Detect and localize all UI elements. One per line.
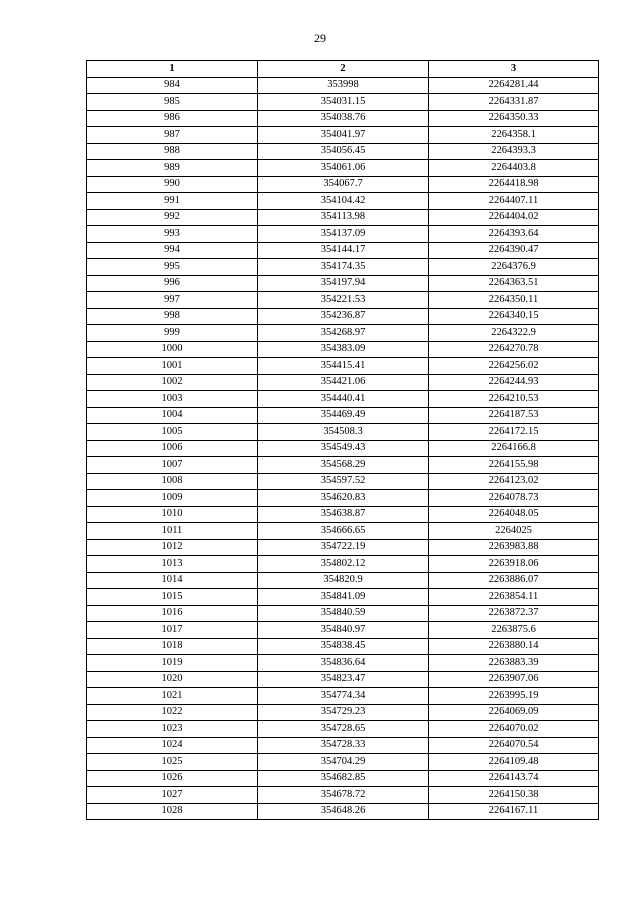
table-row — [87, 803, 599, 820]
table-row — [87, 688, 599, 705]
x-coordinate-cell: 354841.09 — [258, 589, 429, 606]
x-coordinate-cell: 354144.17 — [258, 242, 429, 259]
point-number-cell: 1016 — [87, 605, 258, 622]
y-coordinate-cell: 2264172.15 — [429, 424, 599, 441]
table-row — [87, 341, 599, 358]
x-coordinate-cell: 354568.29 — [258, 457, 429, 474]
x-coordinate-cell: 354041.97 — [258, 127, 429, 144]
x-coordinate-cell: 354774.34 — [258, 688, 429, 705]
point-number-cell: 1028 — [87, 803, 258, 820]
x-coordinate-cell: 354268.97 — [258, 325, 429, 342]
y-coordinate-cell: 2264069.09 — [429, 704, 599, 721]
point-number-cell: 994 — [87, 242, 258, 259]
point-number-cell: 992 — [87, 209, 258, 226]
y-coordinate-cell: 2264350.11 — [429, 292, 599, 309]
table-row — [87, 259, 599, 276]
y-coordinate-cell: 2264070.54 — [429, 737, 599, 754]
y-coordinate-cell: 2264210.53 — [429, 391, 599, 408]
point-number-cell: 1004 — [87, 407, 258, 424]
x-coordinate-cell: 354031.15 — [258, 94, 429, 111]
x-coordinate-cell: 354197.94 — [258, 275, 429, 292]
table-row — [87, 242, 599, 259]
x-coordinate-cell: 354666.65 — [258, 523, 429, 540]
point-number-cell: 997 — [87, 292, 258, 309]
y-coordinate-cell: 2264340.15 — [429, 308, 599, 325]
y-coordinate-cell: 2264155.98 — [429, 457, 599, 474]
point-number-cell: 1015 — [87, 589, 258, 606]
table-row — [87, 721, 599, 738]
point-number-cell: 1021 — [87, 688, 258, 705]
table-row — [87, 391, 599, 408]
table-row — [87, 523, 599, 540]
x-coordinate-cell: 354221.53 — [258, 292, 429, 309]
x-coordinate-cell: 354104.42 — [258, 193, 429, 210]
point-number-cell: 1014 — [87, 572, 258, 589]
point-number-cell: 995 — [87, 259, 258, 276]
point-number-cell: 1002 — [87, 374, 258, 391]
point-number-cell: 987 — [87, 127, 258, 144]
table-row — [87, 506, 599, 523]
point-number-cell: 991 — [87, 193, 258, 210]
column-header-3: 3 — [429, 61, 599, 78]
table-row — [87, 671, 599, 688]
y-coordinate-cell: 2264363.51 — [429, 275, 599, 292]
y-coordinate-cell: 2264070.02 — [429, 721, 599, 738]
x-coordinate-cell: 354802.12 — [258, 556, 429, 573]
point-number-cell: 1010 — [87, 506, 258, 523]
point-number-cell: 985 — [87, 94, 258, 111]
x-coordinate-cell: 354722.19 — [258, 539, 429, 556]
table-row — [87, 754, 599, 771]
y-coordinate-cell: 2263880.14 — [429, 638, 599, 655]
table-row — [87, 374, 599, 391]
x-coordinate-cell: 354508.3 — [258, 424, 429, 441]
point-number-cell: 1020 — [87, 671, 258, 688]
x-coordinate-cell: 354067.7 — [258, 176, 429, 193]
table-row — [87, 589, 599, 606]
x-coordinate-cell: 354469.49 — [258, 407, 429, 424]
x-coordinate-cell: 353998 — [258, 77, 429, 94]
x-coordinate-cell: 354113.98 — [258, 209, 429, 226]
y-coordinate-cell: 2263995.19 — [429, 688, 599, 705]
x-coordinate-cell: 354836.64 — [258, 655, 429, 672]
point-number-cell: 996 — [87, 275, 258, 292]
x-coordinate-cell: 354415.41 — [258, 358, 429, 375]
y-coordinate-cell: 2264123.02 — [429, 473, 599, 490]
table-row — [87, 127, 599, 144]
table-row — [87, 275, 599, 292]
point-number-cell: 989 — [87, 160, 258, 177]
table-row — [87, 94, 599, 111]
table-row — [87, 325, 599, 342]
table-row — [87, 737, 599, 754]
point-number-cell: 1009 — [87, 490, 258, 507]
y-coordinate-cell: 2264404.02 — [429, 209, 599, 226]
x-coordinate-cell: 354678.72 — [258, 787, 429, 804]
y-coordinate-cell: 2263883.39 — [429, 655, 599, 672]
table-row — [87, 176, 599, 193]
y-coordinate-cell: 2264393.3 — [429, 143, 599, 160]
y-coordinate-cell: 2264407.11 — [429, 193, 599, 210]
table-row — [87, 358, 599, 375]
y-coordinate-cell: 2263854.11 — [429, 589, 599, 606]
x-coordinate-cell: 354728.33 — [258, 737, 429, 754]
point-number-cell: 1019 — [87, 655, 258, 672]
table-row — [87, 209, 599, 226]
y-coordinate-cell: 2264078.73 — [429, 490, 599, 507]
table-row — [87, 787, 599, 804]
x-coordinate-cell: 354038.76 — [258, 110, 429, 127]
y-coordinate-cell: 2264244.93 — [429, 374, 599, 391]
table-row — [87, 160, 599, 177]
x-coordinate-cell: 354421.06 — [258, 374, 429, 391]
y-coordinate-cell: 2264376.9 — [429, 259, 599, 276]
x-coordinate-cell: 354620.83 — [258, 490, 429, 507]
table-body — [87, 77, 599, 820]
point-number-cell: 1023 — [87, 721, 258, 738]
point-number-cell: 1013 — [87, 556, 258, 573]
x-coordinate-cell: 354729.23 — [258, 704, 429, 721]
y-coordinate-cell: 2264270.78 — [429, 341, 599, 358]
point-number-cell: 1024 — [87, 737, 258, 754]
point-number-cell: 1026 — [87, 770, 258, 787]
table-row — [87, 473, 599, 490]
x-coordinate-cell: 354840.97 — [258, 622, 429, 639]
column-header-2: 2 — [258, 61, 429, 78]
x-coordinate-cell: 354174.35 — [258, 259, 429, 276]
y-coordinate-cell: 2264403.8 — [429, 160, 599, 177]
x-coordinate-cell: 354682.85 — [258, 770, 429, 787]
table-row — [87, 424, 599, 441]
table-row — [87, 556, 599, 573]
y-coordinate-cell: 2264358.1 — [429, 127, 599, 144]
x-coordinate-cell: 354597.52 — [258, 473, 429, 490]
y-coordinate-cell: 2264331.87 — [429, 94, 599, 111]
table-row — [87, 308, 599, 325]
table-row — [87, 638, 599, 655]
point-number-cell: 1022 — [87, 704, 258, 721]
y-coordinate-cell: 2264150.38 — [429, 787, 599, 804]
x-coordinate-cell: 354728.65 — [258, 721, 429, 738]
point-number-cell: 998 — [87, 308, 258, 325]
y-coordinate-cell: 2264322.9 — [429, 325, 599, 342]
table-row — [87, 539, 599, 556]
x-coordinate-cell: 354704.29 — [258, 754, 429, 771]
table-row — [87, 193, 599, 210]
table-row — [87, 490, 599, 507]
point-number-cell: 1001 — [87, 358, 258, 375]
y-coordinate-cell: 2264393.64 — [429, 226, 599, 243]
point-number-cell: 990 — [87, 176, 258, 193]
x-coordinate-cell: 354056.45 — [258, 143, 429, 160]
y-coordinate-cell: 2264390.47 — [429, 242, 599, 259]
point-number-cell: 986 — [87, 110, 258, 127]
y-coordinate-cell: 2263886.07 — [429, 572, 599, 589]
point-number-cell: 988 — [87, 143, 258, 160]
point-number-cell: 1006 — [87, 440, 258, 457]
y-coordinate-cell: 2264256.02 — [429, 358, 599, 375]
y-coordinate-cell: 2264109.48 — [429, 754, 599, 771]
y-coordinate-cell: 2264187.53 — [429, 407, 599, 424]
y-coordinate-cell: 2264143.74 — [429, 770, 599, 787]
y-coordinate-cell: 2264281.44 — [429, 77, 599, 94]
point-number-cell: 1027 — [87, 787, 258, 804]
y-coordinate-cell: 2263907.06 — [429, 671, 599, 688]
point-number-cell: 993 — [87, 226, 258, 243]
x-coordinate-cell: 354137.09 — [258, 226, 429, 243]
table-row — [87, 407, 599, 424]
point-number-cell: 1008 — [87, 473, 258, 490]
y-coordinate-cell: 2264166.8 — [429, 440, 599, 457]
point-number-cell: 1025 — [87, 754, 258, 771]
point-number-cell: 984 — [87, 77, 258, 94]
table-row — [87, 110, 599, 127]
point-number-cell: 1011 — [87, 523, 258, 540]
table-row — [87, 622, 599, 639]
coordinates-table — [86, 60, 599, 820]
point-number-cell: 1000 — [87, 341, 258, 358]
table-row — [87, 292, 599, 309]
x-coordinate-cell: 354236.87 — [258, 308, 429, 325]
y-coordinate-cell: 2263872.37 — [429, 605, 599, 622]
point-number-cell: 1003 — [87, 391, 258, 408]
point-number-cell: 1005 — [87, 424, 258, 441]
point-number-cell: 1018 — [87, 638, 258, 655]
table-row — [87, 226, 599, 243]
y-coordinate-cell: 2263983.88 — [429, 539, 599, 556]
table-row — [87, 77, 599, 94]
table-row — [87, 457, 599, 474]
table-row — [87, 572, 599, 589]
y-coordinate-cell: 2264025 — [429, 523, 599, 540]
y-coordinate-cell: 2263875.6 — [429, 622, 599, 639]
point-number-cell: 999 — [87, 325, 258, 342]
x-coordinate-cell: 354440.41 — [258, 391, 429, 408]
x-coordinate-cell: 354840.59 — [258, 605, 429, 622]
table-row — [87, 440, 599, 457]
point-number-cell: 1012 — [87, 539, 258, 556]
x-coordinate-cell: 354838.45 — [258, 638, 429, 655]
x-coordinate-cell: 354823.47 — [258, 671, 429, 688]
table-row — [87, 704, 599, 721]
table-header-row — [87, 61, 599, 78]
x-coordinate-cell: 354549.43 — [258, 440, 429, 457]
y-coordinate-cell: 2264350.33 — [429, 110, 599, 127]
table-row — [87, 605, 599, 622]
y-coordinate-cell: 2264418.98 — [429, 176, 599, 193]
x-coordinate-cell: 354383.09 — [258, 341, 429, 358]
y-coordinate-cell: 2263918.06 — [429, 556, 599, 573]
page-number: 29 — [314, 31, 326, 45]
column-header-1: 1 — [87, 61, 258, 78]
y-coordinate-cell: 2264048.05 — [429, 506, 599, 523]
x-coordinate-cell: 354061.06 — [258, 160, 429, 177]
x-coordinate-cell: 354648.26 — [258, 803, 429, 820]
table-row — [87, 655, 599, 672]
point-number-cell: 1017 — [87, 622, 258, 639]
x-coordinate-cell: 354820.9 — [258, 572, 429, 589]
y-coordinate-cell: 2264167.11 — [429, 803, 599, 820]
point-number-cell: 1007 — [87, 457, 258, 474]
table-row — [87, 143, 599, 160]
x-coordinate-cell: 354638.87 — [258, 506, 429, 523]
table-row — [87, 770, 599, 787]
